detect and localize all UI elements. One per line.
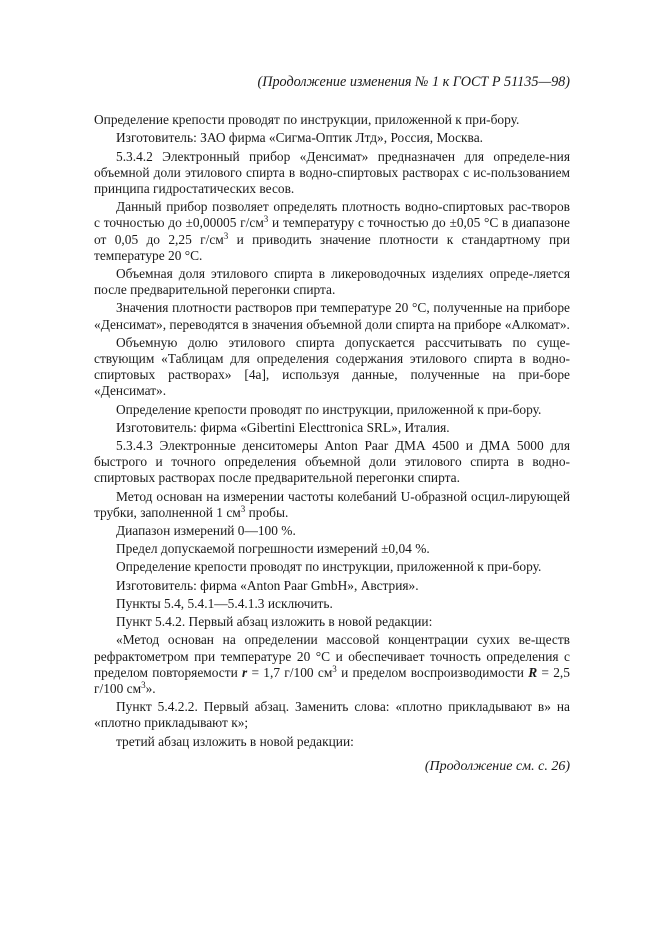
paragraph: Значения плотности растворов при температуре 20 °С, полученные на приборе «Денсимат», переводятся в значения объемной доли спирта на приборе «Алкомат». xyxy=(94,300,570,332)
document-body xyxy=(94,112,570,750)
paragraph: Объемная доля этилового спирта в ликероводочных изделиях опреде-ляется после предварительной перегонки спирта. xyxy=(94,266,570,298)
paragraph: Пункт 5.4.2. Первый абзац изложить в новой редакции: xyxy=(116,614,433,630)
paragraph: «Метод основан на определении массовой концентрации сухих ве-ществ рефрактометром при температуре 20 °С и обеспечивает точность определения с пределом повторяемости r = 1,7 г/100 $см^3$ и пределом воспроизводимости R = 2,5 г/100 $см^3$». xyxy=(94,632,570,696)
paragraph: 5.3.4.3 Электронные денситомеры Anton Paar ДМА 4500 и ДМА 5000 для быстрого и точного определения объемной доли этилового спирта в водно-спиртовых растворах после предварительной перегонки спирта. xyxy=(94,438,570,486)
paragraph: 5.3.4.2 Электронный прибор «Денсимат» предназначен для определе-ния объемной доли этилового спирта в водно-спиртовых растворах с ис-пользованием принципа гидростатических весов. xyxy=(94,148,570,197)
continuation-header: (Продолжение изменения № 1 к ГОСТ Р 51135—98) xyxy=(257,74,570,90)
paragraph: Пункты 5.4, 5.4.1—5.4.1.3 исключить. xyxy=(116,595,333,611)
document-page xyxy=(94,74,570,775)
paragraph: Метод основан на измерении частоты колебаний U-образной осцил-лирующей трубки, заполненной 1 $см^3$ пробы. xyxy=(94,488,570,520)
paragraph: Пункт 5.4.2.2. Первый абзац. Заменить слова: «плотно прикладывают в» на «плотно прикладывают к»; xyxy=(94,699,570,731)
continuation-footer: (Продолжение см. с. 26) xyxy=(424,758,570,774)
paragraph: Изготовитель: ЗАО фирма «Сигма-Оптик Лтд», Россия, Москва. xyxy=(116,130,483,146)
paragraph: Определение крепости проводят по инструкции, приложенной к при-бору. xyxy=(94,112,520,128)
paragraph: третий абзац изложить в новой редакции: xyxy=(116,733,354,749)
paragraph: Определение крепости проводят по инструкции, приложенной к при-бору. xyxy=(116,401,542,417)
paragraph: Объемную долю этилового спирта допускается рассчитывать по суще-ствующим «Таблицам для определения содержания этилового спирта в водно-спиртовых растворах» [4а], используя данные, полученные на при-боре «Денсимат». xyxy=(94,334,570,399)
paragraph: Данный прибор позволяет определять плотность водно-спиртовых рас-творов с точностью до ±0,00005 $г/см^3$ и температуру с точностью до ±0,05 °С в диапазоне от 0,05 до 2,25 $г/см^3$ и приводить значение плотности к стандартному при температуре 20 °С. xyxy=(94,199,571,263)
paragraph: Диапазон измерений 0—100 %. xyxy=(116,523,296,539)
paragraph: Предел допускаемой погрешности измерений ±0,04 %. xyxy=(116,541,430,557)
paragraph: Изготовитель: фирма «Gibertini Electtronica SRL», Италия. xyxy=(116,419,450,435)
paragraph: Изготовитель: фирма «Anton Paar GmbH», Австрия». xyxy=(116,577,419,593)
paragraph: Определение крепости проводят по инструкции, приложенной к при-бору. xyxy=(116,559,542,575)
